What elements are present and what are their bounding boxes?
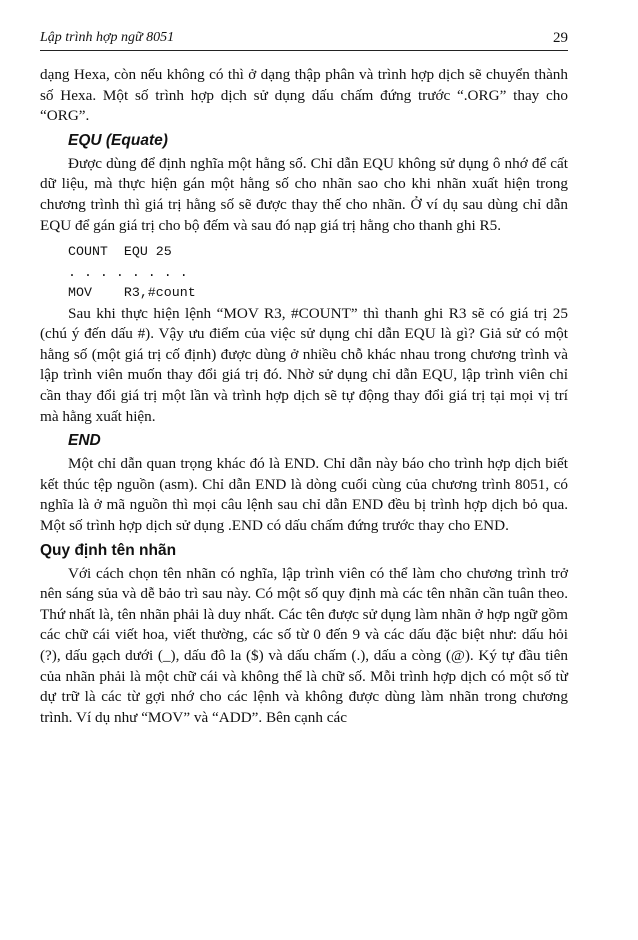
heading-equ: EQU (Equate) [68,131,168,149]
heading-label-rules: Quy định tên nhãn [40,541,177,559]
paragraph-equ-explanation: Sau khi thực hiện lệnh “MOV R3, #COUNT” thì thanh ghi R3 sẽ có giá trị 25 (chú ý đến dấu #). Vậy ưu điểm của việc sử dụng chỉ dẫn EQU là gì? Giả sử có một hằng số (một giá trị cố định) được dùng ở nhiều chỗ khác nhau trong chương trình và lập trình viên muốn thay đổi giá trị đó. Nhờ sử dụng chỉ dẫn EQU, lập trình viên chỉ cần thay đổi giá trị một lần và trình hợp dịch sẽ tự động thay đổi giá trị tại mọi vị trí mà hằng xuất hiện. [40,304,568,425]
running-header [40,28,568,51]
page-body [40,65,568,728]
heading-end: END [68,432,101,450]
code-line-2: . . . . . . . . [68,264,188,280]
code-line-1: COUNT EQU 25 [68,244,172,260]
page-number: 29 [553,30,568,46]
paragraph-org-continued: dạng Hexa, còn nếu không có thì ở dạng thập phân và trình hợp dịch sẽ chuyển thành số Hexa. Một số trình hợp dịch sử dụng dấu chấm đứng trước “.ORG” thay cho “ORG”. [40,66,568,125]
header-title: Lập trình hợp ngữ 8051 [40,30,175,45]
paragraph-label-rules: Với cách chọn tên nhãn có nghĩa, lập trình viên có thể làm cho chương trình trở nên sáng sủa và dễ bảo trì sau này. Có một số quy định mà các tên nhãn cần tuân theo. Thứ nhất là, tên nhãn phải là duy nhất. Các tên được sử dụng làm nhãn ở hợp ngữ gồm các chữ cái viết hoa, viết thường, các số từ 0 đến 9 và các dấu đặc biệt như: dấu hỏi (?), dấu gạch dưới (_), dấu đô la ($) và dấu chấm (.), dấu a còng (@). Ký tự đầu tiên của nhãn phải là một chữ cái và không thể là chữ số. Mỗi trình hợp dịch có một số từ dự trữ là các từ gợi nhớ cho các lệnh và không được dùng làm nhãn trong chương trình. Ví dụ như “MOV” và “ADD”. Bên cạnh các [40,564,568,726]
paragraph-end: Một chỉ dẫn quan trọng khác đó là END. Chỉ dẫn này báo cho trình hợp dịch biết kết thúc tệp nguồn (asm). Chỉ dẫn END là dòng cuối cùng của chương trình 8051, có nghĩa là ở mã nguồn thì mọi câu lệnh sau chỉ dẫn END đều bị trình hợp dịch bỏ qua. Một số trình hợp dịch sử dụng .END có dấu chấm đứng trước thay cho END. [40,455,568,534]
paragraph-equ: Được dùng để định nghĩa một hằng số. Chỉ dẫn EQU không sử dụng ô nhớ để cất dữ liệu, mà thực hiện gán một hằng số cho nhãn sao cho khi nhãn xuất hiện trong chương trình thì giá trị hằng số sẽ được thay thế cho nhãn. Ở ví dụ sau dùng chỉ dẫn EQU để gán giá trị cho bộ đếm và sau đó nạp giá trị hằng cho thanh ghi R5. [40,154,568,234]
code-line-3: MOV R3,#count [68,285,196,301]
